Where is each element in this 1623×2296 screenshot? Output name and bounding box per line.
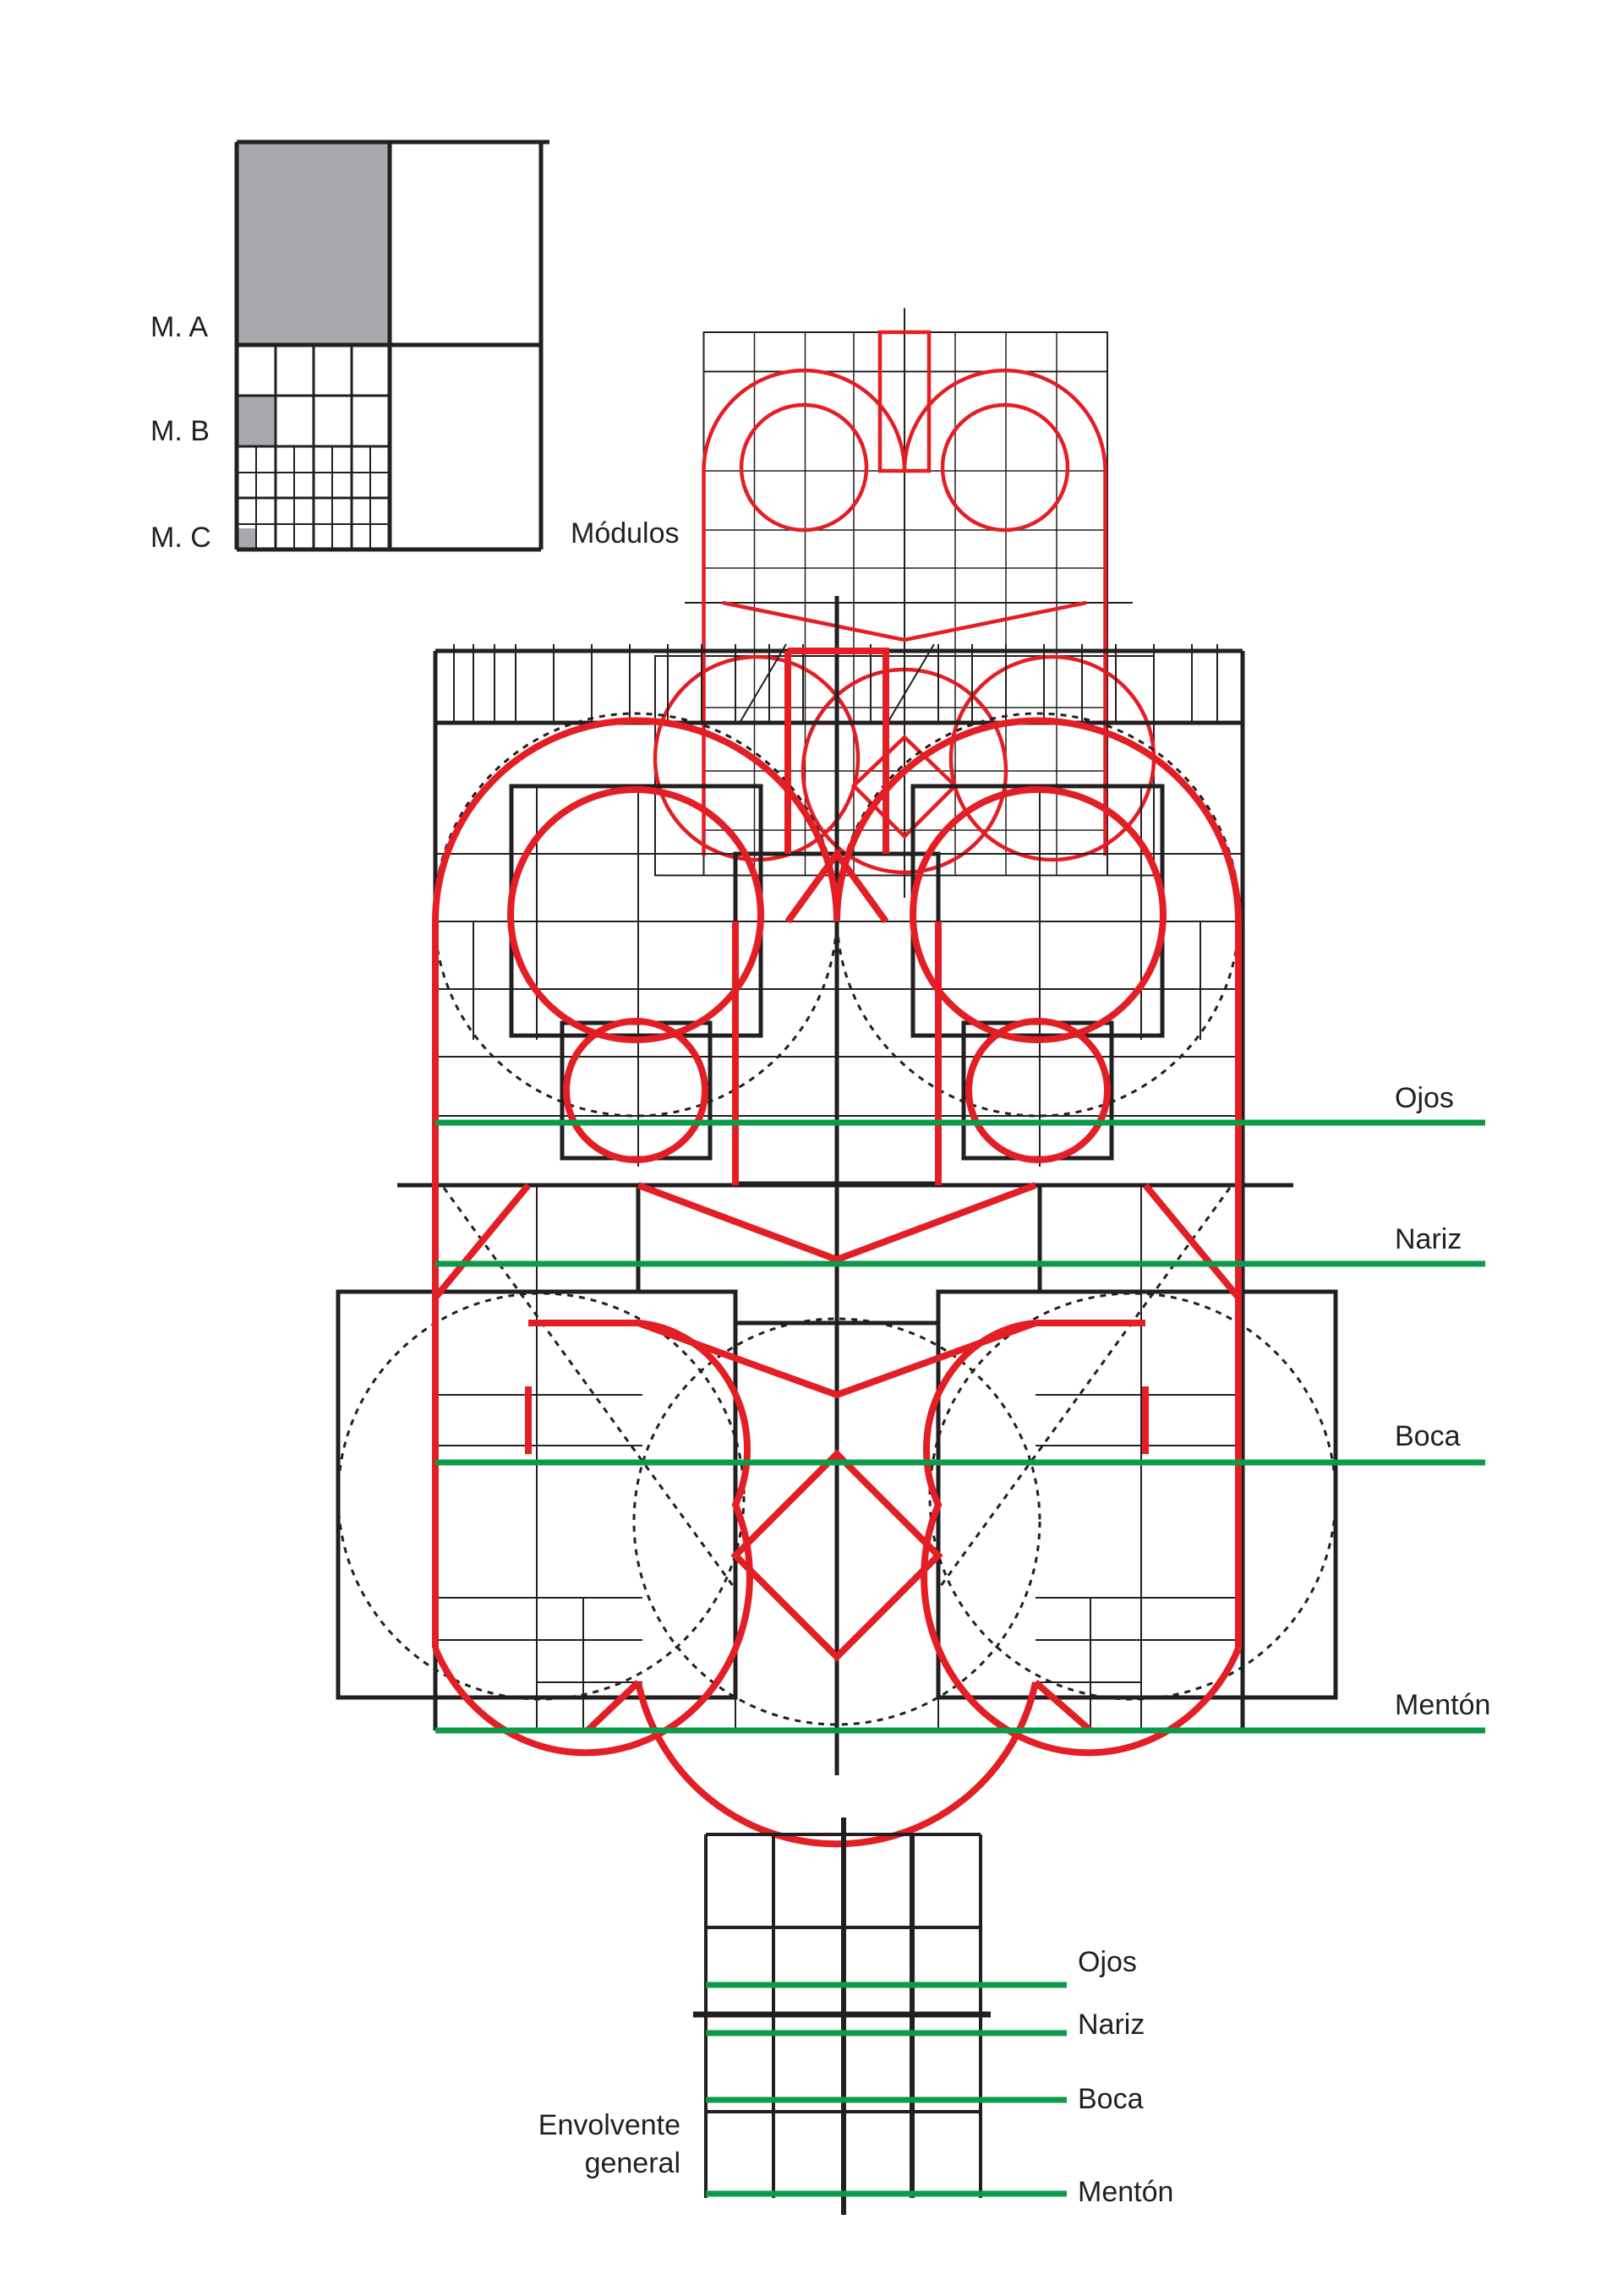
envelope-grid <box>693 1818 991 2215</box>
envelope-label-nariz: Nariz <box>1078 2009 1145 2041</box>
left-cheek-arc <box>435 1323 750 1752</box>
right-cheek-arc <box>924 1323 1238 1752</box>
module-label-a: M. A <box>150 311 209 343</box>
envelope-caption-line2: general <box>584 2147 680 2179</box>
main-face-diagram <box>338 596 1490 1844</box>
label-ojos: Ojos <box>1395 1082 1454 1114</box>
module-label-b: M. B <box>150 415 210 447</box>
envelope-label-ojos: Ojos <box>1078 1946 1137 1978</box>
label-boca: Boca <box>1395 1420 1461 1452</box>
modules-caption: Módulos <box>571 517 680 549</box>
label-menton: Mentón <box>1395 1689 1491 1721</box>
envelope-label-menton: Mentón <box>1078 2176 1174 2208</box>
cheek-frame-right <box>1036 1323 1145 1454</box>
face-thumbnail <box>655 309 1154 899</box>
module-b-swatch <box>237 396 276 446</box>
module-a-swatch <box>237 142 390 345</box>
envelope-caption-line1: Envolvente <box>538 2109 680 2141</box>
label-nariz: Nariz <box>1395 1223 1462 1255</box>
left-eye-upper <box>511 790 761 1040</box>
module-c-swatch <box>237 528 256 549</box>
modules-grid <box>237 142 549 549</box>
right-eye-upper <box>913 790 1163 1040</box>
envelope-diagram <box>538 1818 1174 2215</box>
envelope-label-boca: Boca <box>1078 2083 1144 2115</box>
cheek-frame-left <box>528 1323 638 1454</box>
module-label-c: M. C <box>150 522 211 554</box>
modules-diagram <box>150 142 680 554</box>
